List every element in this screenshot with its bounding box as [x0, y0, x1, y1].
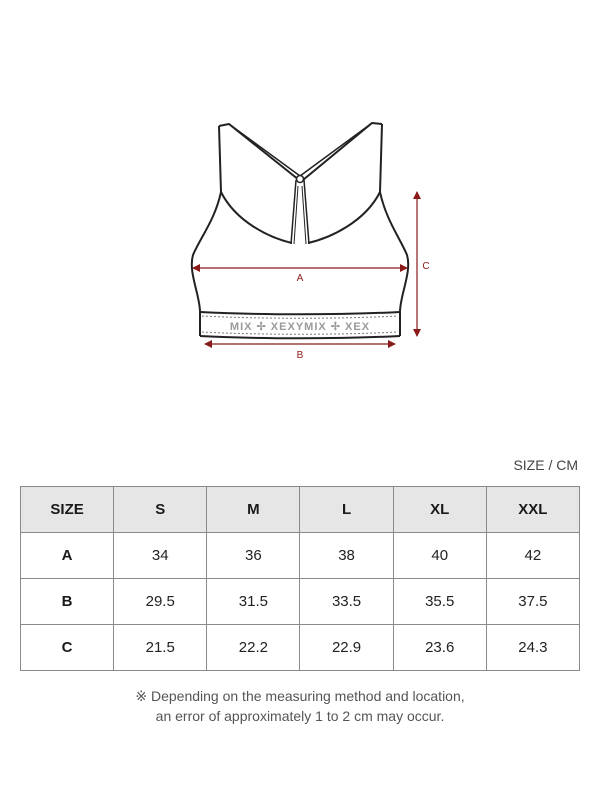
- row-label: B: [21, 579, 114, 625]
- header-cell: XXL: [486, 487, 579, 533]
- note-line-2: an error of approximately 1 to 2 cm may occur.: [155, 708, 445, 724]
- band-logo-text: MIX ✢ XEXYMIX ✢ XEX: [229, 321, 371, 333]
- header-cell: S: [114, 487, 207, 533]
- table-cell: 33.5: [300, 579, 393, 625]
- table-row: [21, 625, 580, 671]
- table-row: [21, 579, 580, 625]
- row-label: A: [21, 533, 114, 579]
- table-cell: 42: [486, 533, 579, 579]
- table-cell: 24.3: [486, 625, 579, 671]
- table-row: [21, 533, 580, 579]
- dimension-b-label: B: [296, 350, 304, 361]
- header-cell: SIZE: [21, 487, 114, 533]
- bra-outline: [192, 123, 408, 338]
- header-cell: XL: [393, 487, 486, 533]
- table-cell: 29.5: [114, 579, 207, 625]
- table-cell: 35.5: [393, 579, 486, 625]
- table-cell: 38: [300, 533, 393, 579]
- dimension-a-label: A: [296, 273, 304, 284]
- size-table: [20, 486, 580, 671]
- table-cell: 21.5: [114, 625, 207, 671]
- dimension-c-label: C: [422, 261, 430, 272]
- header-cell: M: [207, 487, 300, 533]
- table-cell: 37.5: [486, 579, 579, 625]
- measurement-note: [0, 686, 600, 726]
- table-cell: 34: [114, 533, 207, 579]
- note-line-1: ※ Depending on the measuring method and location,: [135, 688, 465, 704]
- table-cell: 40: [393, 533, 486, 579]
- unit-label: SIZE / CM: [513, 457, 578, 473]
- row-label: C: [21, 625, 114, 671]
- table-cell: 36: [207, 533, 300, 579]
- table-cell: 23.6: [393, 625, 486, 671]
- header-cell: L: [300, 487, 393, 533]
- table-cell: 31.5: [207, 579, 300, 625]
- table-cell: 22.9: [300, 625, 393, 671]
- table-header-row: [21, 487, 580, 533]
- table-cell: 22.2: [207, 625, 300, 671]
